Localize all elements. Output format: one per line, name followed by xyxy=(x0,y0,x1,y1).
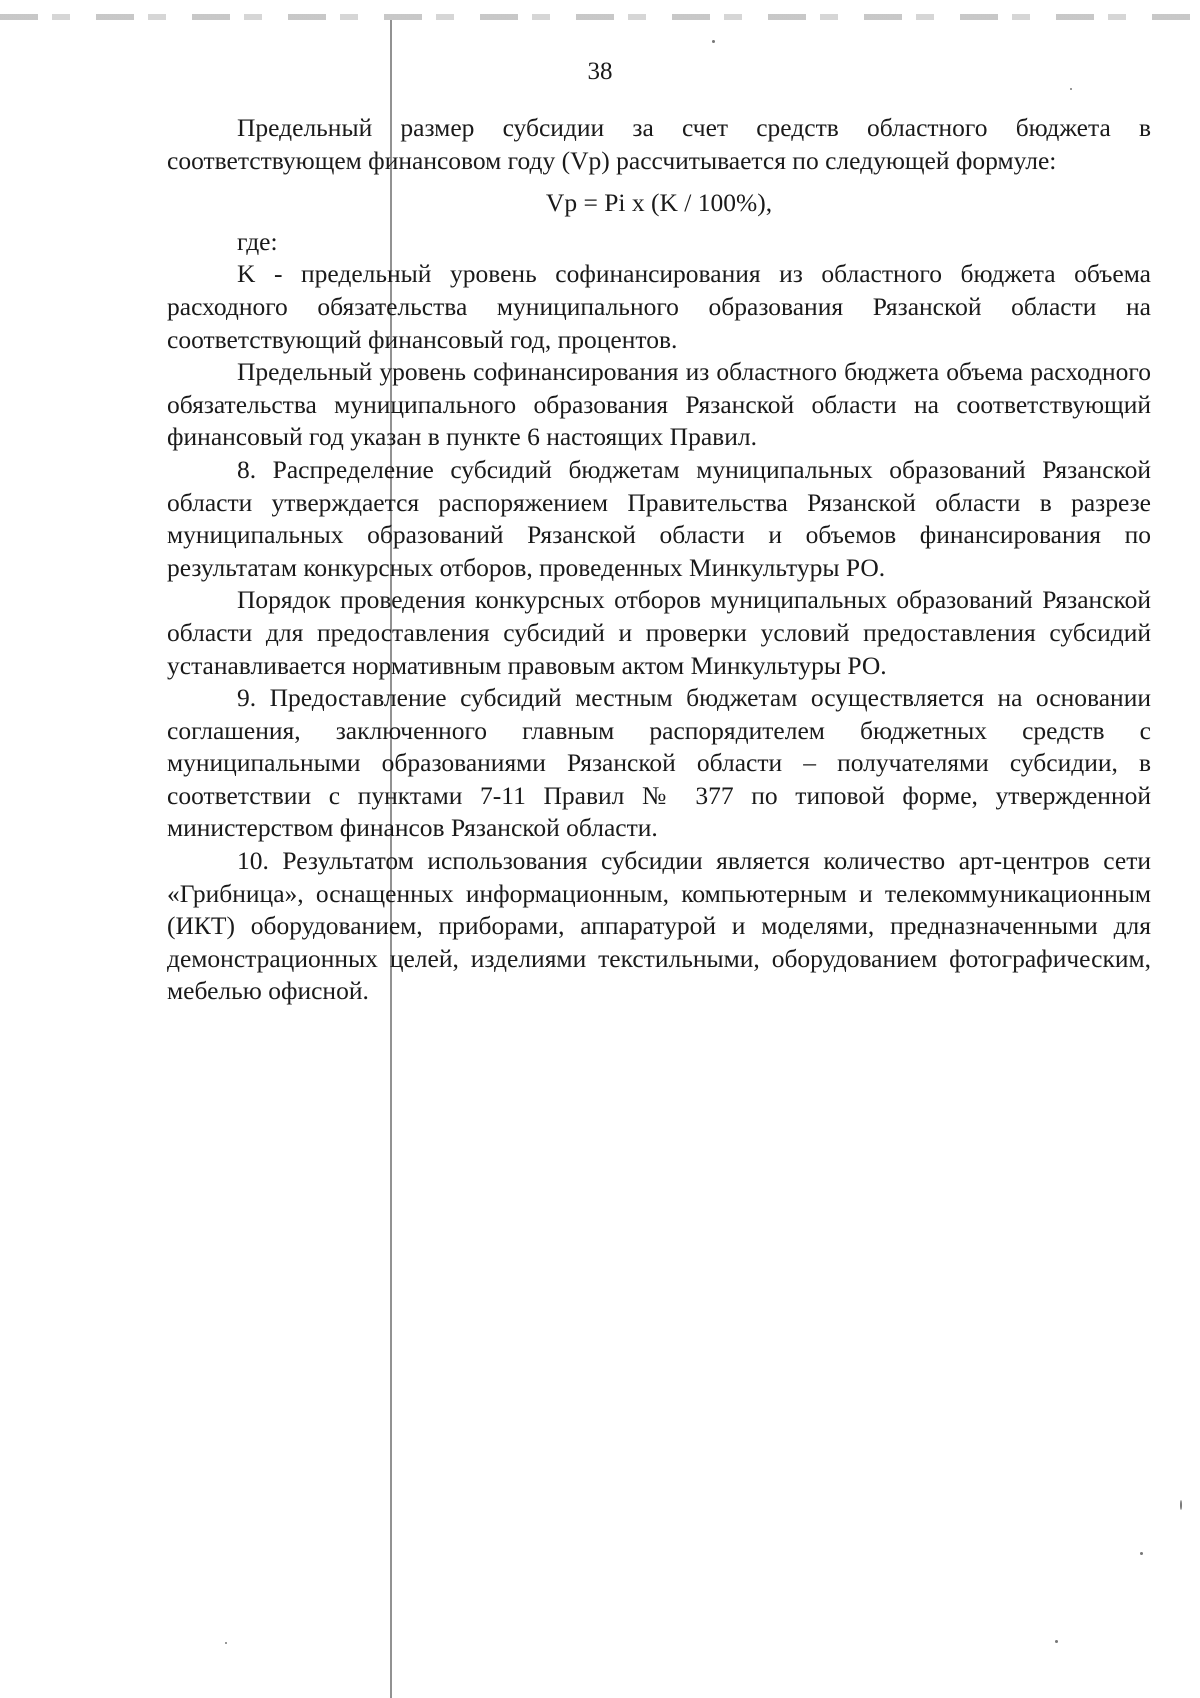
paragraph-item-8: 8. Распределение субсидий бюджетам муниципальных образований Рязанской области утверждается распоряжением Правительства Рязанской области в разрезе муниципальных образований Рязанской области и объемов финансирования по результатам конкурсных отборов, проведенных Минкультуры РО. xyxy=(167,454,1151,582)
paragraph-k-definition: K - предельный уровень софинансирования из областного бюджета объема расходного обязательства муниципального образования Рязанской области на соответствующий финансовый год, процентов. xyxy=(167,259,1151,354)
formula: Vp = Pi x (K / 100%), xyxy=(545,188,773,218)
scan-speck xyxy=(1140,1552,1143,1555)
scan-speck xyxy=(225,1642,227,1644)
paragraph-cofinancing-level: Предельный уровень софинансирования из областного бюджета объема расходного обязательства муниципального образования Рязанской области на соответствующий финансовый год указан в пункте 6 настоящих Правил. xyxy=(167,357,1151,452)
scan-speck xyxy=(712,40,715,43)
scan-speck xyxy=(1055,1640,1058,1643)
page-number: 38 xyxy=(587,58,613,85)
paragraph-item-9: 9. Предоставление субсидий местным бюджетам осуществляется на основании соглашения, заключенного главным распорядителем бюджетных средств с муниципальными образованиями Рязанской области – получателями субсидии, в соответствии с пунктами 7-11 Правил № 377 по типовой форме, утвержденной министерством финансов Рязанской области. xyxy=(167,683,1151,843)
paragraph-item-10: 10. Результатом использования субсидии является количество арт-центров сети «Грибница», оснащенных информационным, компьютерным и телекоммуникационным (ИКТ) оборудованием, приборами, аппаратурой и моделями, предназначенными для демонстрационных целей, изделиями текстильными, оборудованием фотографическим, мебелью офисной. xyxy=(167,846,1151,1006)
scan-speck xyxy=(1070,88,1072,90)
scan-edge-artifact xyxy=(0,14,1200,20)
paragraph-selection-procedure: Порядок проведения конкурсных отборов муниципальных образований Рязанской области для предоставления субсидий и проверки условий предоставления субсидий устанавливается нормативным правовым актом Минкультуры РО. xyxy=(167,585,1151,680)
document-body xyxy=(167,112,1151,1008)
paragraph-limit-size: Предельный размер субсидии за счет средств областного бюджета в соответствующем финансовом году (Vp) рассчитывается по следующей формуле: xyxy=(167,113,1151,175)
where-label: где: xyxy=(237,226,278,256)
scan-speck xyxy=(1180,1500,1182,1510)
